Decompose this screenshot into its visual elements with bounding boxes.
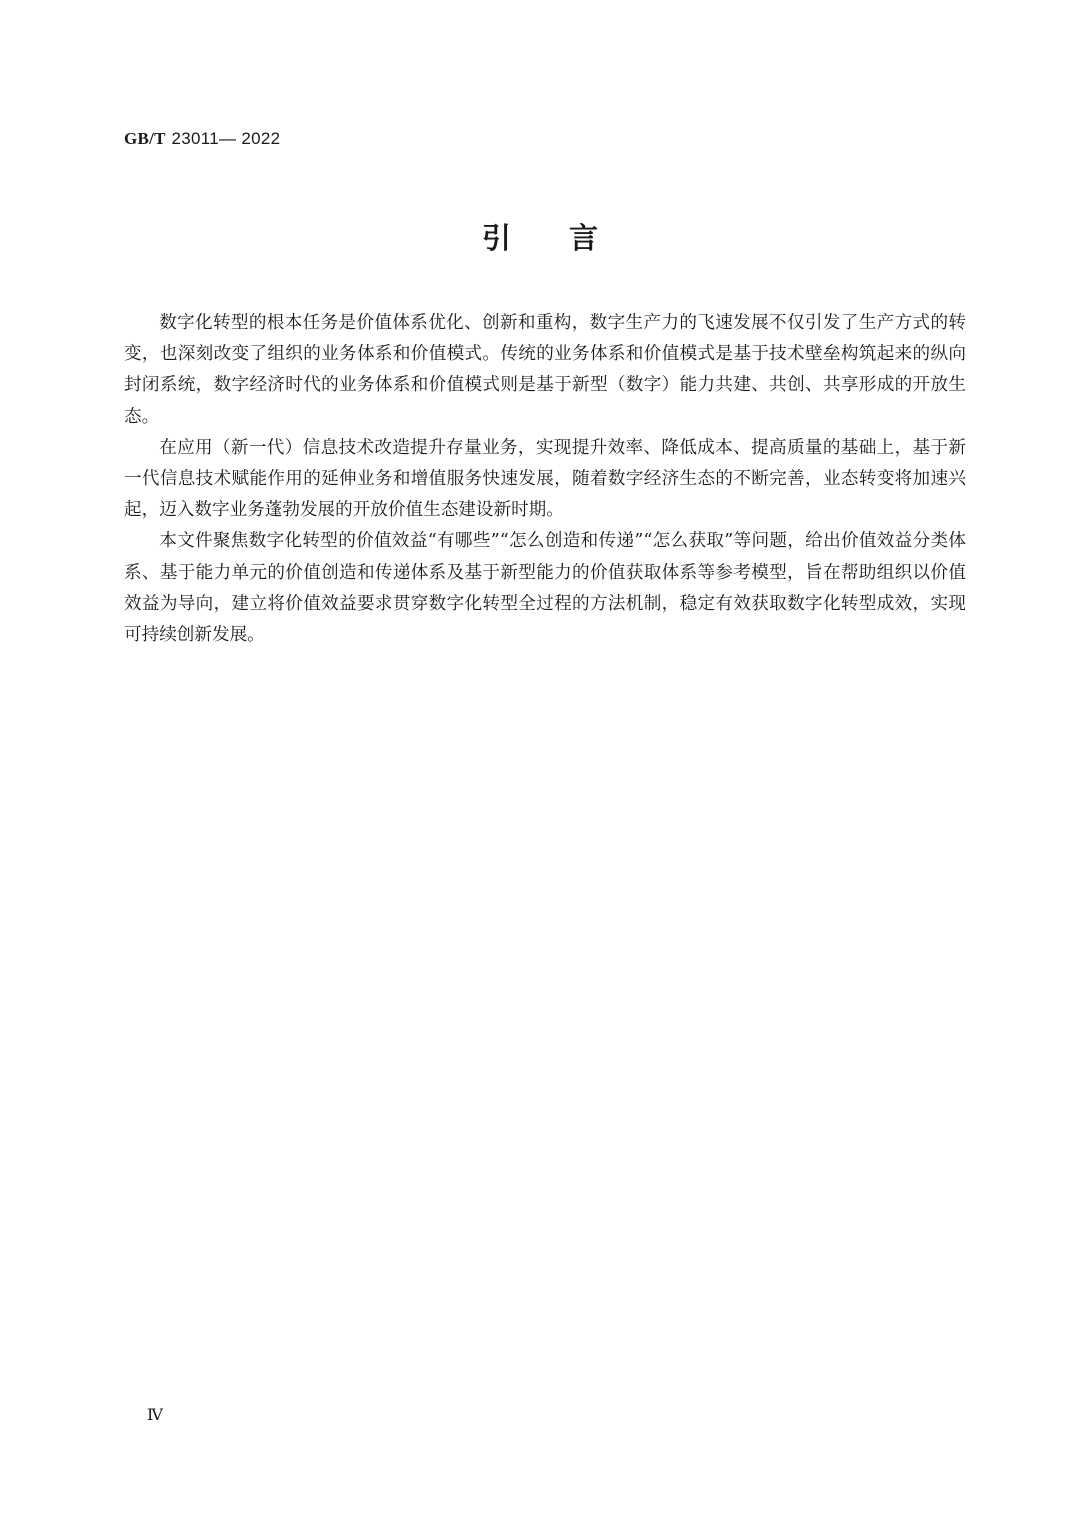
page-number: Ⅳ	[147, 1407, 163, 1424]
page-title: 引言	[481, 221, 656, 255]
standard-code	[124, 128, 280, 150]
paragraph-2: 在应用（新一代）信息技术改造提升存量业务，实现提升效率、降低成本、提高质量的基础上，基于新一代信息技术赋能作用的延伸业务和增值服务快速发展，随着数字经济生态的不断完善，业态转变将加速兴起，迈入数字业务蓬勃发展的开放价值生态建设新时期。	[124, 437, 966, 521]
standard-number: 23011— 2022	[171, 129, 281, 148]
body-text	[124, 308, 966, 651]
standard-prefix: GB/T	[124, 129, 166, 148]
paragraph-3: 本文件聚焦数字化转型的价值效益“有哪些”“怎么创造和传递”“怎么获取”等问题，给出价值效益分类体系、基于能力单元的价值创造和传递体系及基于新型能力的价值获取体系等参考模型，旨在帮助组织以价值效益为导向，建立将价值效益要求贯穿数字化转型全过程的方法机制，稳定有效获取数字化转型成效，实现可持续创新发展。	[124, 531, 966, 646]
paragraph-1: 数字化转型的根本任务是价值体系优化、创新和重构，数字生产力的飞速发展不仅引发了生产方式的转变，也深刻改变了组织的业务体系和价值模式。传统的业务体系和价值模式是基于技术壁垒构筑起来的纵向封闭系统，数字经济时代的业务体系和价值模式则是基于新型（数字）能力共建、共创、共享形成的开放生态。	[124, 313, 966, 427]
